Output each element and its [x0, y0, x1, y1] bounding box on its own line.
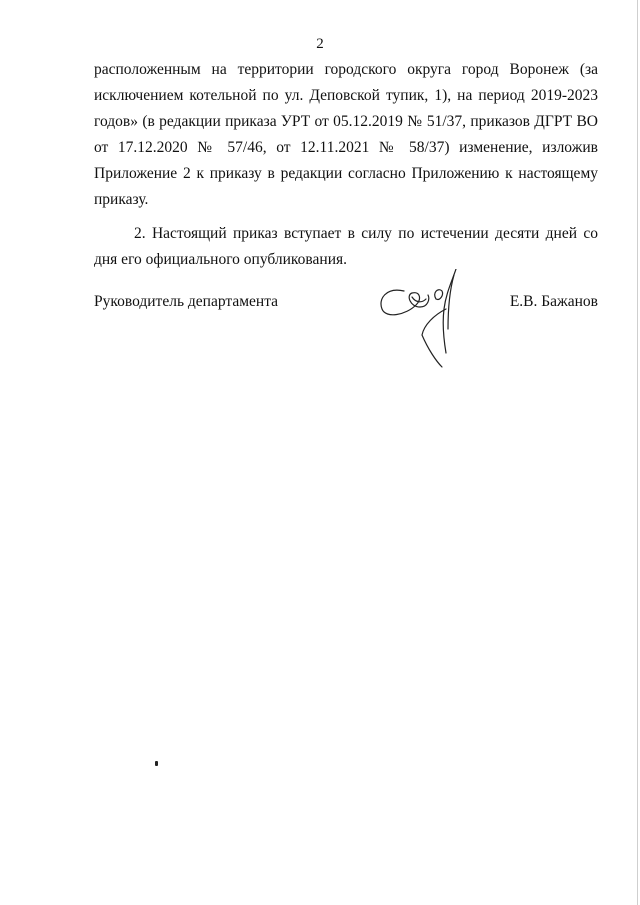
paragraph-1: расположенным на территории городского округа город Воронеж (за исключением котельной по ул. Деповской тупик, 1), на период 2019-2023 годов» (в редакции приказа УРТ от 05.12.2019 № 51/37, приказов ДГРТ ВО от 17.12.2020 № 57/46, от 12.11.2021 № 58/37) изменение, изложив Приложение 2 к приказу в редакции согласно Приложению к настоящему приказу.: [94, 61, 598, 208]
signature-block: [94, 289, 598, 389]
signatory-position: Руководитель департамента: [94, 293, 279, 310]
signatory-name: Е.В. Бажанов: [509, 293, 598, 310]
paragraph-2: 2. Настоящий приказ вступает в силу по истечении десяти дней со дня его официального опубликования.: [94, 225, 598, 268]
page-number: 2: [316, 36, 324, 52]
document-body: [94, 57, 598, 273]
handwritten-signature: [376, 269, 486, 374]
scan-speck: [155, 761, 158, 766]
scan-edge: [637, 0, 638, 905]
